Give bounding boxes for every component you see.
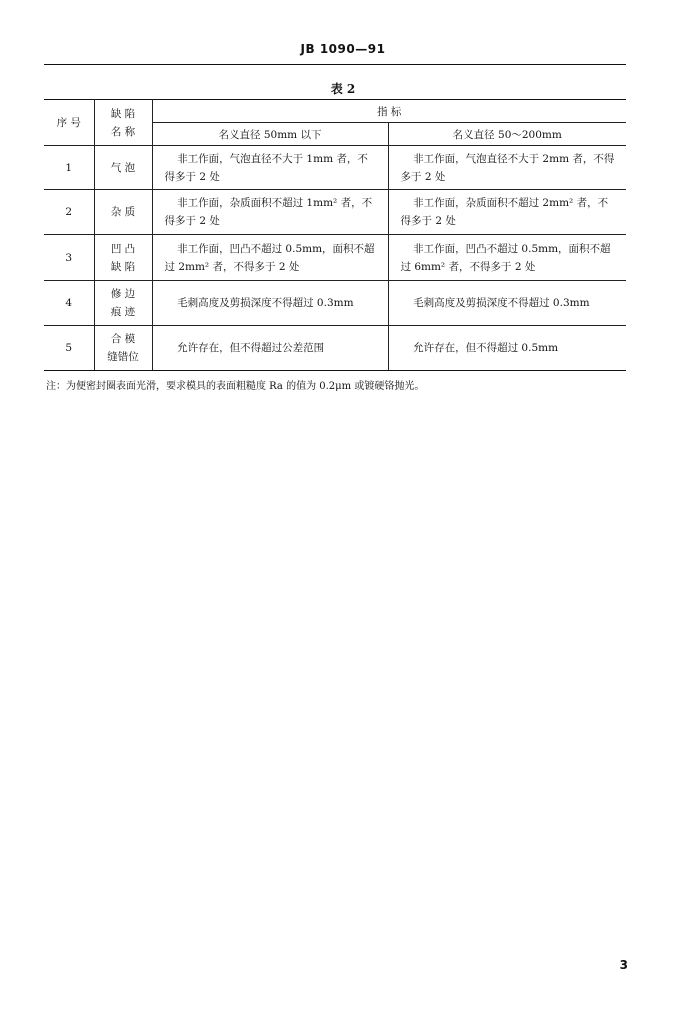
table-note: 注：为便密封圈表面光滑，要求模具的表面粗糙度 Ra 的值为 0.2μm 或镀硬铬抛光。 — [46, 381, 425, 392]
row-seq: 5 — [44, 326, 94, 371]
row-defect-name-line1: 杂 质 — [110, 206, 136, 218]
row-large-spec: 非工作面，杂质面积不超过 2mm² 者，不得多于 2 处 — [388, 190, 626, 235]
row-defect-name-line2: 缝错位 — [107, 351, 139, 363]
table-row — [44, 235, 626, 281]
header-rule — [44, 64, 626, 65]
header-indicator: 指 标 — [152, 100, 626, 123]
row-defect-name-line1: 气 泡 — [110, 161, 136, 174]
row-defect-name — [94, 326, 152, 371]
row-small-spec: 非工作面，气泡直径不大于 1mm 者，不得多于 2 处 — [152, 146, 388, 190]
table-row — [44, 281, 626, 326]
row-defect-name-line2: 痕 迹 — [110, 306, 136, 318]
row-defect-name — [94, 146, 152, 190]
header-defect-line1: 缺 陷 — [110, 107, 136, 120]
header-seq: 序 号 — [44, 100, 94, 146]
row-small-spec: 非工作面，凹凸不超过 0.5mm，面积不超过 2mm² 者，不得多于 2 处 — [152, 235, 388, 281]
row-defect-name — [94, 235, 152, 281]
page-number: 3 — [619, 958, 628, 972]
row-small-spec: 毛刺高度及剪损深度不得超过 0.3mm — [152, 281, 388, 326]
row-seq: 1 — [44, 146, 94, 190]
row-large-spec: 非工作面，气泡直径不大于 2mm 者，不得多于 2 处 — [388, 146, 626, 190]
row-defect-name — [94, 281, 152, 326]
standard-code: JB 1090—91 — [300, 42, 386, 56]
table-row — [44, 146, 626, 190]
row-large-spec: 非工作面，凹凸不超过 0.5mm，面积不超过 6mm² 者，不得多于 2 处 — [388, 235, 626, 281]
row-seq: 4 — [44, 281, 94, 326]
row-seq: 2 — [44, 190, 94, 235]
row-defect-name — [94, 190, 152, 235]
row-small-spec: 允许存在，但不得超过公差范围 — [152, 326, 388, 371]
row-defect-name-line1: 修 边 — [110, 288, 136, 300]
header-large-diameter: 名义直径 50～200mm — [388, 123, 626, 146]
row-seq: 3 — [44, 235, 94, 281]
row-defect-name-line1: 合 模 — [110, 333, 136, 345]
header-defect — [94, 100, 152, 146]
table-row — [44, 326, 626, 371]
row-large-spec: 毛刺高度及剪损深度不得超过 0.3mm — [388, 281, 626, 326]
header-small-diameter: 名义直径 50mm 以下 — [152, 123, 388, 146]
defect-spec-table — [44, 99, 626, 371]
row-large-spec: 允许存在，但不得超过 0.5mm — [388, 326, 626, 371]
header-defect-line2: 名 称 — [110, 125, 136, 138]
row-defect-name-line1: 凹 凸 — [110, 242, 136, 255]
row-small-spec: 非工作面，杂质面积不超过 1mm² 者，不得多于 2 处 — [152, 190, 388, 235]
table-title: 表 2 — [330, 82, 356, 96]
table-row — [44, 190, 626, 235]
table-header-row — [44, 100, 626, 123]
row-defect-name-line2: 缺 陷 — [110, 260, 136, 273]
